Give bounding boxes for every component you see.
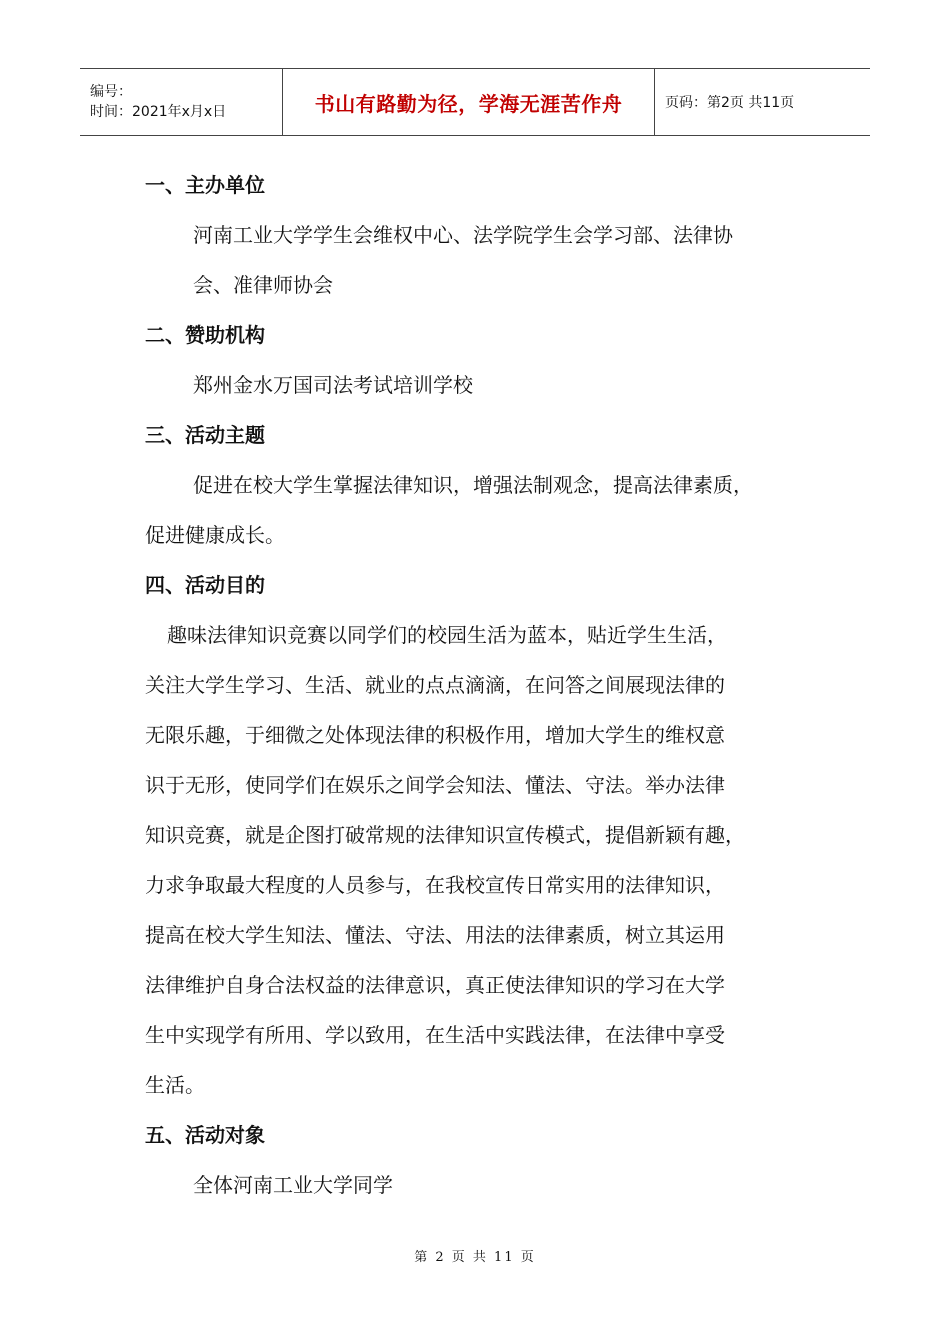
section-paragraph-line: 生活。: [145, 1073, 205, 1097]
document-number-label: 编号：: [90, 84, 132, 100]
section-heading: 五、活动对象: [145, 1123, 265, 1147]
section-paragraph-line: 知识竞赛，就是企图打破常规的法律知识宣传模式，提倡新颖有趣，: [145, 823, 745, 847]
header-page-cell: [655, 69, 871, 136]
header-motto: 书山有路勤为径，学海无涯苦作舟: [314, 91, 623, 116]
section-audience: [145, 1110, 815, 1210]
section-theme: [145, 410, 815, 560]
section-paragraph-line: 促进健康成长。: [145, 523, 285, 547]
section-paragraph-line: 会、准律师协会: [193, 273, 333, 297]
section-heading: 三、活动主题: [145, 423, 265, 447]
section-paragraph-line: 力求争取最大程度的人员参与，在我校宣传日常实用的法律知识，: [145, 873, 725, 897]
section-heading: 二、赞助机构: [145, 323, 265, 347]
document-body: [145, 160, 815, 1210]
header-motto-cell: [283, 69, 655, 136]
section-paragraph-line: 全体河南工业大学同学: [193, 1173, 393, 1197]
section-heading: 一、主办单位: [145, 173, 265, 197]
section-organizer: [145, 160, 815, 310]
header-meta-cell: [80, 69, 283, 136]
section-paragraph-line: 生中实现学有所用、学以致用，在生活中实践法律，在法律中享受: [145, 1023, 725, 1047]
section-paragraph-line: 郑州金水万国司法考试培训学校: [193, 373, 473, 397]
section-heading: 四、活动目的: [145, 573, 265, 597]
section-paragraph-line: 提高在校大学生知法、懂法、守法、用法的法律素质，树立其运用: [145, 923, 725, 947]
section-paragraph-line: 河南工业大学学生会维权中心、法学院学生会学习部、法律协: [193, 223, 733, 247]
section-paragraph-line: 法律维护自身合法权益的法律意识，真正使法律知识的学习在大学: [145, 973, 725, 997]
section-paragraph-line: 趣味法律知识竞赛以同学们的校园生活为蓝本，贴近学生生活，: [167, 623, 727, 647]
header-page-info: 页码：第2页 共11页: [665, 95, 795, 111]
section-paragraph-line: 促进在校大学生掌握法律知识，增强法制观念，提高法律素质，: [193, 473, 753, 497]
section-paragraph-line: 识于无形，使同学们在娱乐之间学会知法、懂法、守法。举办法律: [145, 773, 725, 797]
section-paragraph-line: 无限乐趣，于细微之处体现法律的积极作用，增加大学生的维权意: [145, 723, 725, 747]
section-paragraph-line: 关注大学生学习、生活、就业的点点滴滴，在问答之间展现法律的: [145, 673, 725, 697]
page-footer: 第 2 页 共 11 页: [414, 1250, 536, 1265]
section-purpose: [145, 560, 815, 1110]
page-header: [80, 68, 870, 136]
section-sponsor: [145, 310, 815, 410]
document-time-label: 时间：2021年x月x日: [90, 104, 227, 120]
